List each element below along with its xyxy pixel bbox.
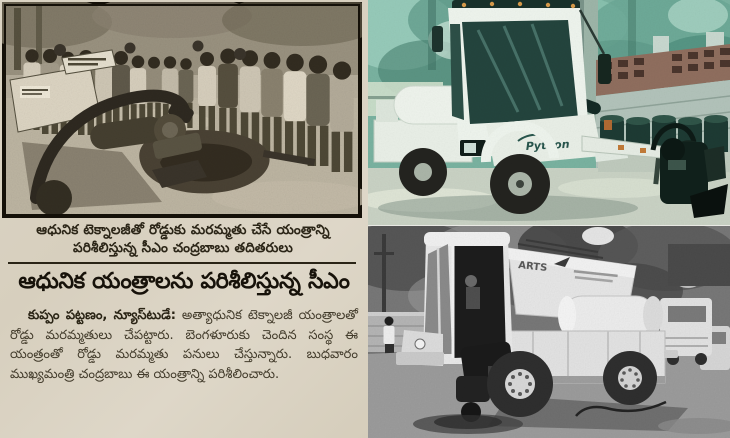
article-dateline: కుప్పం పట్టణం, న్యూస్‌టుడే:: [28, 308, 176, 323]
hopper-label: ARTS: [517, 260, 548, 275]
headline-divider: [8, 262, 356, 264]
article-body: [10, 306, 358, 384]
caption-line-2: పరిశీలిస్తున్న సీఎం చంద్రబాబు తదితరులు: [73, 240, 293, 256]
caption-line-1: ఆధునిక టెక్నాలజీతో రోడ్డుకు మరమ్మతు చేసే యంత్రాన్ని: [36, 222, 330, 238]
newspaper-photo: [2, 2, 362, 218]
python-machine-photo: [368, 0, 730, 225]
photo-caption: [4, 221, 362, 257]
article-text: అత్యాధునిక టెక్నాలజీ యంత్రాలతో రోడ్డు మరమ్మతులు చేపట్టారు. బెంగళూరుకు చెందిన సంస్థ ఈ యంత్రంతో రోడ్డు మరమ్మతు పనులు చేస్తున్నారు. బుధవారం ముఖ్యమంత్రి చంద్రబాబు ఈ యంత్రాన్ని పరిశీలించారు.: [10, 308, 358, 382]
brand-label: Python: [525, 137, 570, 153]
article-headline: ఆధునిక యంత్రాలను పరిశీలిస్తున్న సీఎం: [18, 269, 350, 294]
crowd-machine-photo: [2, 2, 362, 218]
photo-column: [368, 0, 730, 438]
arts-machine-photo: [368, 225, 730, 438]
